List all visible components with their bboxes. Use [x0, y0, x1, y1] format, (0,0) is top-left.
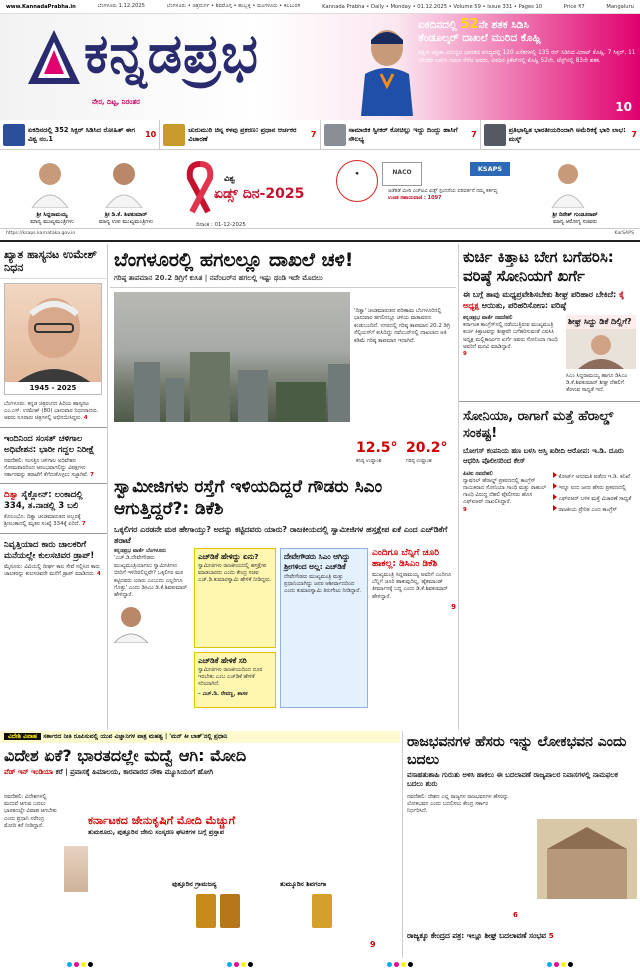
kharge-deck: ಈ ಬಗ್ಗೆ ತಾವು ಮಧ್ಯಪ್ರವೇಶಿಸಬೇಕು ಶೀಘ್ರ ಪರಿಹಾರ ಬೇಕಿದೆ: ಕೈ ಅಧ್ಯಕ್ಷ ಆಯಿತು, ಪರಿಹರಿಸೋಣ: ವರಿಷ್ಠೆ	[463, 290, 625, 310]
person-photo	[550, 158, 586, 208]
ksaps-logo: KSAPS	[470, 162, 510, 176]
edition-sections: ಬೆಂಗಳೂರು • ಚಿತ್ರದುರ್ಗ • ಶಿವಮೊಗ್ಗ • ಹುಬ್ಬಳ್ಳಿ • ಮಂಗಳೂರು • ಕಲಬುರಗಿ	[166, 3, 301, 9]
lokabhavan-story	[402, 731, 640, 958]
red-ribbon-icon	[182, 160, 218, 214]
modi-headline[interactable]: ವಿದೇಶ ಏಕೆ? ಭಾರತದಲ್ಲೇ ಮದ್ವೆ ಆಗಿ: ಮೋದಿ	[4, 746, 247, 765]
ad-message: ಅಡೆತಡೆ ಮೀರಿ ಎಚ್‌ಐವಿ ಏಡ್ಸ್ ಸ್ಪಂದನೆಯ ಪರಿವರ್ತನೆ ನಮ್ಮ ಕರ್ತವ್ಯ ಉಚಿತ ಸಹಾಯವಾಣಿ : 1097	[388, 188, 498, 201]
modi-body: ನವದೆಹಲಿ: ವಿದೇಶಗಳಲ್ಲಿ ಮದುವೆ ಆಗುವ ಬದಲು ಭಾರತದಲ್ಲೇ ವಿವಾಹ ಆಗಬೇಕು ಎಂದು ಪ್ರಧಾನಿ ನರೇಂದ್ರ ಮೋದಿ ಕರೆ ನೀಡಿದ್ದಾರೆ.	[4, 794, 57, 829]
lokabhavan-deck: ವಸಾಹತುಶಾಹಿ ಗುರುತು ಅಳಿಸಿ ಹಾಕಲು ಈ ಬದಲಾವಣೆ ರಾಜ್ಯಪಾಲರ ನಿವಾಸಗಳಲ್ಲಿ ನಾಮಫಲಕ ಬದಲು ಶುರು	[407, 771, 618, 788]
naco-logo: NACO	[382, 162, 422, 186]
teaser-item[interactable]: ಚುರುಮುರಿ ಚಿನ್ನ ಕಳವು ಪ್ರಕರಣ: ಪ್ರಧಾನ ಆರ್ಚಕರ ವಿಚಾರಣೆ 7	[160, 120, 320, 149]
edition-date: ಬೆಂಗಳೂರು 1.12.2025	[97, 3, 145, 9]
dks-photo	[114, 603, 148, 643]
site-url[interactable]: www.KannadaPrabha.in	[6, 3, 76, 10]
bullet-arrow-icon	[553, 494, 557, 500]
teaser-thumb	[484, 124, 506, 146]
teaser-thumb	[163, 124, 185, 146]
lead-kohli-headline: ಏಕದಿನದಲ್ಲಿ 52ನೇ ಶತಕ ಸಿಡಿಸಿ ತೆಂಡೂಲ್ಕರ್ ದಾಖಲೆ ಮುರಿದ ಕೊಹ್ಲಿ	[418, 17, 542, 44]
bengaluru-skyline-photo	[114, 292, 350, 422]
honey-jar-image	[220, 894, 240, 928]
temp-min: 12.5°	[356, 440, 398, 456]
aids-day-advertisement[interactable]	[0, 150, 640, 242]
middle-column	[110, 244, 456, 730]
logo-triangle-icon	[26, 28, 82, 88]
portrait-image	[5, 284, 103, 384]
info-icon: ♥	[355, 171, 359, 176]
info-badge	[336, 160, 378, 202]
teaser-item[interactable]: ಏಕದಿನದಲ್ಲಿ 352 ಸಿಕ್ಸರ್ ಸಿಡಿಸಿದ ರೋಹಿತ್ ಈಗ ವಿಶ್ವ ನಂ.1 10	[0, 120, 160, 149]
swamiji-headline[interactable]: ಸ್ವಾಮೀಜಿಗಳು ರಸ್ತೆಗೆ ಇಳಿಯದಿದ್ದರೆ ಗೌಡರು ಸಿಎಂ ಆಗುತ್ತಿದ್ದರೆ?: ಡಿಕೆಶಿ	[114, 477, 383, 519]
obit-years: 1945 - 2025	[5, 382, 101, 394]
registrar-headline[interactable]: ನಿವೃತ್ತಿಯಾದ ಕಾರು ಚಾಲಕರಿಗೆ ಮನೆಯಲ್ಲೇ ಕುಲಸಚಿವರ ಡ್ರಾಪ್!	[4, 539, 95, 561]
hdk-reply-box[interactable]: ದೇವೇಗೌಡರು ಸಿಎಂ ಆಗಿದ್ದು ಶ್ರೀಗಳಿಂದ ಅಲ್ಲ: ಎಚ್‌ಡಿಕೆ ದೇವೇಗೌಡರು ಮುಖ್ಯಮಂತ್ರಿ ಮತ್ತು ಪ್ರಧಾನಿಯಾಗಿದ್ದು ಜನರ ಆಶೀರ್ವಾದದಿಂದ ಎಂದು ಕುಮಾರಸ್ವಾಮಿ ತಿರುಗೇಟು ನೀಡಿದ್ದಾರೆ.	[280, 548, 368, 708]
kharge-body: ಕನ್ನಡಪ್ರಭ ವಾರ್ತೆ ನವದೆಹಲಿ ಕರ್ನಾಟಕ ಕಾಂಗ್ರೆಸ್‌ನಲ್ಲಿ ನಡೆಯುತ್ತಿರುವ ಮುಖ್ಯಮಂತ್ರಿ ಕುರ್ಚಿ ಕಿತ್ತಾಟವನ್ನು ಶೀಘ್ರವೇ ಬಗೆಹರಿಸುವಂತೆ ಎಐಸಿಸಿ ಅಧ್ಯಕ್ಷ ಮಲ್ಲಿಕಾರ್ಜುನ ಖರ್ಗೆ ಅವರು ಸೋನಿಯಾ ಗಾಂಧಿ ಅವರಿಗೆ ಮನವಿ ಮಾಡಿದ್ದಾರೆ. 9	[463, 315, 558, 358]
teaser-page: 7	[471, 130, 477, 139]
right-column	[458, 244, 640, 730]
obit-headline[interactable]: ಖ್ಯಾತ ಹಾಸ್ಯನಟ ಉಮೇಶ್ ನಿಧನ	[0, 244, 107, 279]
modi-deck: ವೆಡ್ ಇನ್ ಇಂಡಿಯಾ ಕರೆ | ಪ್ರವಾಸಕ್ಕೆ ಹಿಮಾಲಯ, ಕಾರವಾರದ ನೌಕಾ ಮ್ಯೂಸಿಯಂಗೆ ಹೋಗಿ	[4, 768, 214, 776]
swamiji-body: ಕನ್ನಡಪ್ರಭ ವಾರ್ತೆ ಬೆಂಗಳೂರು 'ಎಚ್.ಡಿ.ದೇವೇಗೌಡರು ಮುಖ್ಯಮಂತ್ರಿಯಾಗಲು ಸ್ವಾಮೀಜಿಗಳು ಬೀದಿಗೆ ಇಳಿದಿರಲಿಲ್ಲವೇ? ಒಕ್ಕಲಿಗರ ಮಠ ಕಟ್ಟಿದವರು ಯಾರು ಎಂಬುದು ಎಲ್ಲರಿಗೂ ಗೊತ್ತು' ಎಂದು ಡಿಸಿಎಂ ಡಿ.ಕೆ.ಶಿವಕುಮಾರ್ ಹೇಳಿದ್ದಾರೆ.	[114, 548, 190, 646]
registration-marks	[0, 958, 640, 970]
edition-city: Mangaluru	[606, 3, 634, 10]
person3-caption: ಶ್ರೀ ದಿನೇಶ್ ಗುಂಡೂರಾವ್ ಮಾನ್ಯ ಆರೋಗ್ಯ ಸಚಿವರು	[552, 212, 598, 225]
bullet-item: ರಾಜಕೀಯ ಪ್ರೇರಿತ ಎಂದ ಕಾಂಗ್ರೆಸ್	[553, 504, 637, 515]
bullet-arrow-icon	[553, 483, 557, 489]
masthead-logo: ಕನ್ನಡಪ್ರಭ	[84, 22, 259, 85]
honey-banner[interactable]: ಕರ್ನಾಟಕದ ಜೇನುಕೃಷಿಗೆ ಮೋದಿ ಮೆಚ್ಚುಗೆ	[88, 814, 235, 827]
color-dots	[547, 962, 573, 967]
honey-subhead: ತುಮಕೂರು, ಪುತ್ತೂರಿನ ಜೇನು ಸಂಸ್ಕರಣ ಘಟಕಗಳ ಬಗ್ಗೆ ಪ್ರಸ್ತಾಪ	[88, 828, 224, 836]
teaser-row	[0, 120, 640, 150]
herald-headline[interactable]: ಸೋನಿಯಾ, ರಾಗಾಗೆ ಮತ್ತೆ ಹೆರಾಲ್ಡ್ ಸಂಕಷ್ಟ!	[463, 408, 614, 441]
obit-body: ಬೆಂಗಳೂರು: ಕನ್ನಡ ಚಿತ್ರರಂಗದ ಹಿರಿಯ ಹಾಸ್ಯನಟ ಎಂ.ಎಸ್. ಉಮೇಶ್ (80) ಭಾನುವಾರ ನಿಧನರಾದರು. ಅವರು ನೂರಾರು ಚಿತ್ರಗಳಲ್ಲಿ ಅಭಿನಯಿಸಿದ್ದರು. 4	[4, 401, 99, 422]
person1-caption: ಶ್ರೀ ಸಿದ್ದರಾಮಯ್ಯ ಮಾನ್ಯ ಮುಖ್ಯಮಂತ್ರಿಗಳು	[30, 212, 74, 225]
teaser-item[interactable]: ಪ್ರತಿಭಾನ್ವಿತ ಭಾರತೀಯರಿಂದಾಗಿ ಅಮೆರಿಕಕ್ಕೆ ಭಾರಿ ಲಾಭ: ಮಸ್ಕ್ 7	[481, 120, 640, 149]
swamiji-story-block	[114, 548, 456, 708]
person-photo	[104, 158, 144, 208]
teaser-thumb	[324, 124, 346, 146]
product-label: ಪುತ್ತೂರಿನ ಗ್ರಾಮಜನ್ಯ	[172, 880, 217, 888]
event-prefix: ವಿಶ್ವ	[224, 174, 235, 183]
ad-handle[interactable]: KarSAPS	[614, 231, 634, 236]
revanna-box[interactable]: ಎಚ್‌ಡಿಕೆ ಹೇಳಿಕೆ ಸರಿ ಸ್ವಾಮೀಜಿಗಳು ರಾಜಕೀಯದಿಂದ ದೂರ ಇರಬೇಕು ಎಂಬ ಎಚ್‌ಡಿಕೆ ಹೇಳಿಕೆ ಸರಿಯಾಗಿದೆ. – ಎಚ್.ಡಿ. ರೇವಣ್ಣ, ಶಾಸಕ	[194, 652, 276, 708]
herald-body: ಪಿಟಿಐ ನವದೆಹಲಿ ನ್ಯಾಷನಲ್ ಹೆರಾಲ್ಡ್ ಪ್ರಕರಣದಲ್ಲಿ ಕಾಂಗ್ರೆಸ್ ನಾಯಕರಾದ ಸೋನಿಯಾ ಗಾಂಧಿ ಮತ್ತು ರಾಹುಲ್ ಗಾಂಧಿ ವಿರುದ್ಧ ದೆಹಲಿ ಪೊಲೀಸರು ಹೊಸ ಎಫ್‌ಐಆರ್ ದಾಖಲಿಸಿದ್ದಾರೆ. 9	[463, 470, 547, 513]
issue-info: Kannada Prabha • Daily • Monday • 01.12.2025 • Volume 59 • Issue 331 • Pages 10	[322, 3, 543, 10]
cyclone-headline[interactable]: ದಿತ್ವಾ ಸೈಕ್ಲೋನ್: ಲಂಕಾದಲ್ಲಿ 334, ತ.ನಾಡಲ್ಲಿ 3 ಬಲಿ	[4, 490, 83, 512]
modi-page: 9	[370, 940, 376, 949]
cyclone-body: ಕೊಲಂಬೊ: ದಿತ್ವಾ ಚಂಡಮಾರುತದ ಅಬ್ಬರಕ್ಕೆ ಶ್ರೀಲಂಕಾದಲ್ಲಿ ಮೃತರ ಸಂಖ್ಯೆ 334ಕ್ಕೆ ಏರಿದೆ. 7	[4, 514, 86, 528]
ad-url[interactable]: https://ksaps.karnataka.gov.in	[6, 231, 76, 236]
teaser-page: 7	[310, 130, 317, 139]
honey-jar-image	[196, 894, 216, 928]
lokabhavan-headline[interactable]: ರಾಜಭವನಗಳ ಹೆಸರು ಇನ್ನು ಲೋಕಭವನ ಎಂದು ಬದಲು	[407, 734, 627, 768]
event-title: ಏಡ್ಸ್ ದಿನ-2025	[214, 186, 305, 202]
herald-bullets	[553, 471, 637, 516]
masthead	[0, 14, 640, 120]
color-dots	[227, 962, 253, 967]
lead-kohli-page: 10	[615, 100, 632, 114]
lokabhavan-page: 6	[513, 911, 518, 919]
teaser-page: 7	[631, 130, 637, 139]
person-photo	[30, 158, 70, 208]
raj-bhavan-photo	[537, 819, 637, 899]
bullet-item: ಎಫ್‌ಐಆರ್ ಬಳಿಕ ಮತ್ತೆ ವಿಚಾರಣೆ ಸಾಧ್ಯತೆ	[553, 493, 637, 504]
bullet-arrow-icon	[553, 472, 557, 478]
product-label: ತುಮ್ಕೂರಿನ ಶಿವಗಂಗಾ	[280, 880, 327, 888]
obit-photo	[4, 283, 102, 395]
sonia-photo	[566, 329, 636, 369]
teaser-thumb	[3, 124, 25, 146]
hdk-box[interactable]: ಎಚ್‌ಡಿಕೆ ಹೇಳಿದ್ದು ಏನು? ಸ್ವಾಮೀಜಿಗಳು ರಾಜಕೀಯದಲ್ಲಿ ಹಸ್ತಕ್ಷೇಪ ಮಾಡಬಾರದು ಎಂದು ಕೇಂದ್ರ ಸಚಿವ ಎಚ್.ಡಿ.ಕುಮಾರಸ್ವಾಮಿ ಹೇಳಿಕೆ ನೀಡಿದ್ದರು.	[194, 548, 276, 648]
left-column	[0, 244, 108, 730]
lokabhavan-tail: ರಾಜ್ಯಕ್ಕೂ ಕೇಂದ್ರದ ಪತ್ರ: ಇಲ್ಲೂ ಶೀಘ್ರ ಬದಲಾವಣೆ ಸಂಭವ 5	[407, 931, 554, 940]
cricketer-photo	[355, 24, 415, 116]
honey-jar-image	[312, 894, 332, 928]
masthead-tagline: ನೇರ, ದಿಟ್ಟ, ನಿರಂತರ	[92, 98, 140, 106]
color-dots	[67, 962, 93, 967]
bullet-arrow-icon	[553, 505, 557, 511]
ad-footer	[0, 228, 640, 240]
swamiji-deck: ಒಕ್ಕಲಿಗರ ಎರಡನೇ ಮಠ ಹೇಗಾಯ್ತು? ಅದನ್ನು ಕಟ್ಟಿದವರು ಯಾರು? ರಾಜಕೀಯದಲ್ಲಿ ಸ್ವಾಮೀಜಿಗಳ ಹಸ್ತಕ್ಷೇಪ ಏಕೆ ಎಂದ ಎಚ್‌ಡಿಕೆಗೆ ತರಾಟೆ	[114, 525, 448, 545]
parliament-headline[interactable]: ಇಂದಿನಿಂದ ಸಂಸತ್ ಚಳಿಗಾಲ ಅಧಿವೇಶನ: ಭಾರೀ ಗದ್ದಲ ನಿರೀಕ್ಷೆ	[4, 433, 95, 455]
color-dots	[387, 962, 413, 967]
bullet-item: ಇನ್ನೂ ಐದು ಜನರ ಹೆಸರು ಪ್ರಕರಣದಲ್ಲಿ	[553, 482, 637, 493]
cold-weather-headline[interactable]: ಬೆಂಗಳೂರಲ್ಲಿ ಹಗಲಲ್ಲೂ ದಾಖಲೆ ಚಳಿ!	[114, 249, 354, 271]
temp-max-label: ಗರಿಷ್ಠ ಉಷ್ಣಾಂಶ	[406, 458, 432, 464]
registrar-body: ಮೈಸೂರು: ವಿವಿಯಲ್ಲಿ ದೀರ್ಘ ಕಾಲ ಸೇವೆ ಸಲ್ಲಿಸಿದ ಕಾರು ಚಾಲಕರನ್ನು ಕುಲಸಚಿವರೇ ಮನೆಗೆ ಡ್ರಾಪ್ ಮಾಡಿದರು. 4	[4, 563, 101, 577]
price: Price ₹7	[563, 3, 585, 10]
person2-caption: ಶ್ರೀ ಡಿ.ಕೆ. ಶಿವಕುಮಾರ್ ಮಾನ್ಯ ಉಪ ಮುಖ್ಯಮಂತ್ರಿಗಳು	[98, 212, 154, 225]
modi-photo	[64, 846, 88, 892]
lead-kohli-body: ದಕ್ಷಿಣ ಆಫ್ರಿಕಾ ವಿರುದ್ಧದ ಭಾರತದ ಪಂದ್ಯದಲ್ಲಿ 120 ಎಸೆತಗಳಲ್ಲಿ 135 ರನ್ ಸಿಡಿಸಿದ ವಿರಾಟ್ ಕೊಹ್ಲಿ. 7 ಸಿಕ್ಸರ್, 11 ಬೌಂಡರಿ ಬಾರಿಸಿ ಗಮನ ಸೆಳೆದ ಅವರು. ಏಕದಿನ ಕ್ರಿಕೆಟ್‌ನಲ್ಲಿ ಕೊಹ್ಲಿ 52ನೇ, ಟೆಸ್ಟ್‌ನಲ್ಲಿ 83ನೇ ಶತಕ.	[418, 50, 636, 64]
event-date: ದಿನಾಂಕ : 01-12-2025	[196, 222, 246, 228]
temp-max: 20.2°	[406, 440, 448, 456]
kharge-headline[interactable]: ಕುರ್ಚಿ ಕಿತ್ತಾಟ ಬೇಗ ಬಗೆಹರಿಸಿ: ವರಿಷ್ಠೆ ಸೋನಿಯಗೆ ಖರ್ಗೆ	[463, 248, 614, 285]
bullet-item: ಕೋರ್ಟ್ ಅನುಮತಿ ಪಡೆದು ಇ.ಡಿ. ತನಿಖೆ	[553, 471, 637, 482]
backstab-story[interactable]: ಎಂದಿಗೂ ಬೆನ್ನಿಗೆ ಚೂರಿ ಹಾಕಲ್ಲ: ಡಿಸಿಎಂ ಡಿಕೆಶಿ ಮುಖ್ಯಮಂತ್ರಿ ಸಿದ್ದರಾಮಯ್ಯ ಅವರಿಗೆ ಎಂದಿಗೂ ಬೆನ್ನಿಗೆ ಚೂರಿ ಹಾಕುವುದಿಲ್ಲ, ಹೈಕಮಾಂಡ್ ತೀರ್ಮಾನಕ್ಕೆ ಬದ್ಧ ಎಂದು ಡಿ.ಕೆ.ಶಿವಕುಮಾರ್ ಹೇಳಿದ್ದಾರೆ. 9	[372, 548, 456, 611]
parliament-body: ನವದೆಹಲಿ: ಸಂಸತ್ತಿನ ಚಳಿಗಾಲ ಅಧಿವೇಶನ ಸೋಮವಾರದಿಂದ ಆರಂಭವಾಗಲಿದ್ದು ವಿಪಕ್ಷಗಳು ಸರ್ಕಾರವನ್ನು ತರಾಟೆಗೆ ತೆಗೆದುಕೊಳ್ಳಲು ಸಜ್ಜಾಗಿವೆ. 7	[4, 457, 94, 479]
temp-min-label: ಕನಿಷ್ಠ ಉಷ್ಣಾಂಶ	[356, 458, 382, 464]
teaser-item[interactable]: ಸಾಮಾಜಿಕ ಸ್ವೀಕರ್ ಕೋಚಿಲ್ಲು ಇದ್ದು ದಿಂದ್ಬು ಹಾಸಿಗೆ ಸೌಲಭ್ಯ 7	[321, 120, 481, 149]
herald-deck: ಬೋಗಸ್ ಕಂಪನಿಯ ಹಣ ಬಳಸಿ ಆಸ್ತಿ ಖರೀದಿ ಆರೋಪ: ಇ.ಡಿ. ದೂರು ಆಧರಿಸಿ ಪೊಲೀಸರಿಂದ ಕೇಸ್	[463, 446, 624, 466]
teaser-page: 10	[145, 130, 157, 139]
top-strip	[0, 0, 640, 14]
mann-ki-baat-strip: ವಿದೇಶಿ ವಿವಾಹ ಸರ್ಕಾರದ ನೀತಿ ರೂಪಿಸುವಲ್ಲಿ ಯುವ ವಿಜ್ಞಾನಿಗಳ ಪಾತ್ರ ಮಹತ್ವ | 'ಮನ್ ಕೀ ಬಾತ್'ನಲ್ಲಿ ಪ್ರಧಾನಿ	[0, 731, 400, 743]
lokabhavan-body: ನವದೆಹಲಿ: ದೇಶದ ಎಲ್ಲ ರಾಜ್ಯಗಳ ರಾಜಭವನಗಳ ಹೆಸರನ್ನು ಲೋಕಭವನ ಎಂದು ಬದಲಿಸಲು ಕೇಂದ್ರ ಸರ್ಕಾರ ನಿರ್ಧರಿಸಿದೆ.	[407, 794, 509, 815]
cold-weather-body: 'ದಿತ್ವಾ' ಚಂಡಮಾರುತದ ಪರಿಣಾಮ ಬೆಂಗಳೂರಿನಲ್ಲಿ ಭಾನುವಾರ ಹಗಲಿನಲ್ಲೂ ಚಳಿಯ ವಾತಾವರಣ ಕಂಡುಬಂದಿದೆ. ನಗರದಲ್ಲಿ ಗರಿಷ್ಠ ತಾಪಮಾನ 20.2 ಡಿಗ್ರಿ ಸೆಲ್ಸಿಯಸ್‌ಗೆ ಕುಸಿದಿದ್ದು ನವೆಂಬರ್‌ನಲ್ಲಿ ದಾಖಲಾದ ಅತಿ ಕಡಿಮೆ ಗರಿಷ್ಠ ತಾಪಮಾನ ಇದಾಗಿದೆ.	[354, 308, 451, 344]
modi-story	[0, 744, 400, 958]
lead-kohli-box[interactable]	[418, 18, 636, 116]
dk-delhi-inset[interactable]: ಶೀಘ್ರ ಸಿದ್ದು ಡಿಕೆ ದಿಲ್ಲಿಗೆ? ಸಿಎಂ ಸಿದ್ದರಾಮಯ್ಯ ಹಾಗೂ ಡಿಸಿಎಂ ಡಿ.ಕೆ.ಶಿವಕುಮಾರ್ ಶೀಘ್ರ ದೆಹಲಿಗೆ ತೆರಳುವ ಸಾಧ್ಯತೆ ಇದೆ.	[566, 315, 636, 397]
cold-weather-subhead: ಗರಿಷ್ಠ ತಾಪಮಾನ 20.2 ಡಿಗ್ರಿಗೆ ಕುಸಿತ | ನವೆಂಬರ್‌ನ ಹಗಲಲ್ಲಿ ಇಷ್ಟು ಥಂಡಿ ಇದೇ ಮೊದಲು	[110, 274, 456, 288]
